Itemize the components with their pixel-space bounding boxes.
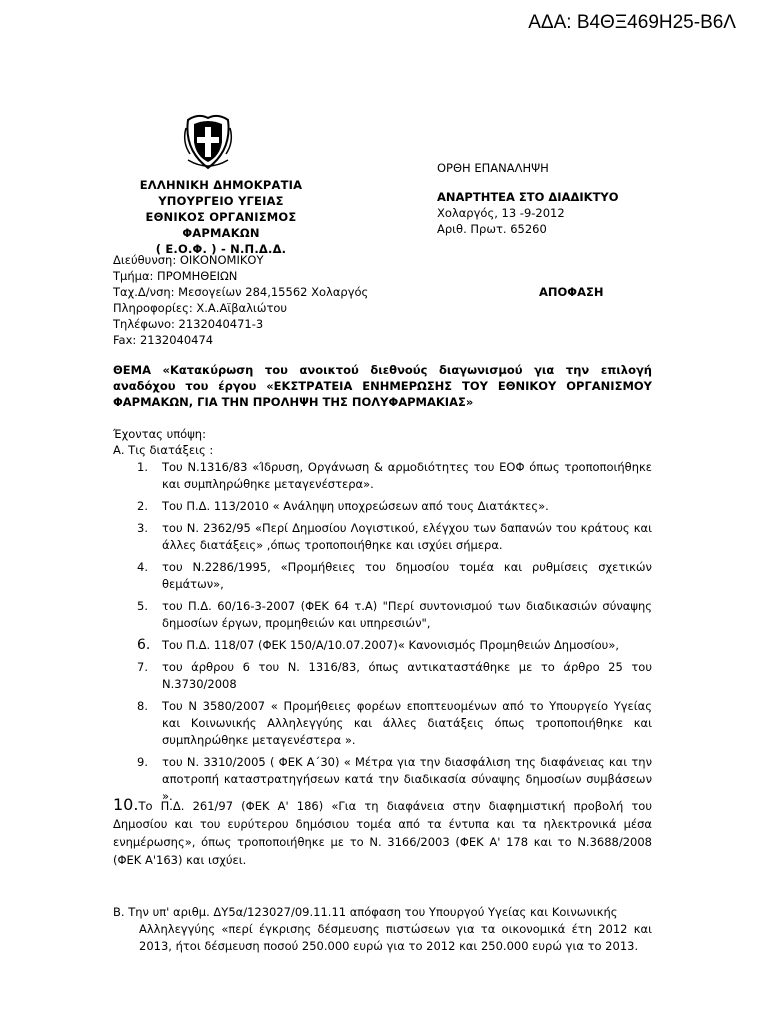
provisions-list: [113, 459, 652, 810]
protocol-number: Αριθ. Πρωτ. 65260: [437, 222, 547, 236]
section-b-rest: Αλληλεγγύης «περί έγκρισης δέσμευσης πιστώσεων για τα οικονομικά έτη 2012 και 2013, ήτοι δέσμευση ποσού 250.000 ευρώ για το 2012 και 250.000 ευρώ για το 2013.: [139, 922, 652, 953]
list-item: [113, 698, 652, 749]
issuer-line: ΥΠΟΥΡΓΕΙΟ ΥΓΕΙΑΣ: [158, 194, 284, 208]
list-item: [113, 598, 652, 632]
subject-paragraph: ΘΕΜΑ «Κατακύρωση του ανοικτού διεθνούς διαγωνισμού για την επιλογή αναδόχου του έργου «ΕΚΣΤΡΑΤΕΙΑ ΕΝΗΜΕΡΩΣΗΣ ΤΟΥ ΕΘΝΙΚΟΥ ΟΡΓΑΝΙΣΜΟΥ ΦΑΡΜΑΚΩΝ, ΓΙΑ ΤΗΝ ΠΡΟΛΗΨΗ ΤΗΣ ΠΟΛΥΦΑΡΜΑΚΙΑΣ»: [113, 363, 652, 409]
contact-line: Ταχ.Δ/νση: Μεσογείων 284,15562 Χολαργός: [113, 285, 369, 299]
item-text: του άρθρου 6 του Ν. 1316/83, όπως αντικαταστάθηκε με το άρθρο 25 του Ν.3730/2008: [162, 660, 652, 691]
considerations-intro: [113, 426, 213, 458]
issuer-line: ΕΛΛΗΝΙΚΗ ΔΗΜΟΚΡΑΤΙΑ: [139, 178, 303, 192]
item-text: του Ν. 2362/95 «Περί Δημοσίου Λογιστικού, ελέγχου των δαπανών του κράτους και άλλες διατάξεις» ,όπως τροποποιήθηκε και ισχύει σήμερα.: [162, 521, 652, 552]
item-text: Του Π.Δ. 113/2010 « Ανάληψη υποχρεώσεων από τους Διατάκτες».: [162, 499, 549, 513]
item-text: του Ν.2286/1995, «Προμήθειες του δημοσίου τομέα και ρυθμίσεις σχετικών θεμάτων»,: [162, 560, 652, 591]
list-item: [113, 498, 652, 515]
issuer-header: [113, 177, 329, 257]
item-text: του Π.Δ. 60/16-3-2007 (ΦΕΚ 64 τ.Α) "Περί συντονισμού των διαδικασιών σύναψης δημοσίων έργων, προμηθειών και υπηρεσιών",: [162, 599, 652, 630]
list-item: [113, 659, 652, 693]
correction-note: ΟΡΘΗ ΕΠΑΝΑΛΗΨΗ: [437, 161, 549, 175]
item-number: 3.: [137, 521, 148, 535]
list-item: [113, 520, 652, 554]
contact-line: Fax: 2132040474: [113, 333, 214, 347]
contact-line: Τηλέφωνο: 2132040471-3: [113, 317, 264, 331]
item-number: 7.: [137, 660, 148, 674]
item-number: 6.: [137, 637, 151, 653]
document-info: [437, 160, 619, 237]
item-number: 4.: [137, 560, 148, 574]
item-number: 8.: [137, 699, 148, 713]
item-number: 10.: [113, 795, 139, 814]
item-number: 5.: [137, 599, 148, 613]
decision-heading: ΑΠΟΦΑΣΗ: [539, 285, 604, 299]
list-item: [113, 559, 652, 593]
item-text: Το Π.Δ. 261/97 (ΦΕΚ Α' 186) «Για τη διαφάνεια στην διαφημιστική προβολή του Δημοσίου και του ευρύτερου δημόσιου τομέα από τα έντυπα και τα ηλεκτρονικά μέσα ενημέρωσης», όπως τροποποιήθηκε με το Ν. 3166/2003 (ΦΕΚ Α' 178 και το Ν.3688/2008 (ΦΕΚ Α'163) και ισχύει.: [113, 799, 652, 867]
item-text: Του Ν.1316/83 «Ίδρυση, Οργάνωση & αρμοδιότητες του ΕΟΦ όπως τροποποιήθηκε και συμπληρώθηκε μεταγενέστερα».: [162, 460, 652, 491]
item-number: 2.: [137, 499, 148, 513]
coat-of-arms-logo: [180, 110, 236, 172]
section-b-paragraph: [113, 904, 652, 955]
issuer-line: ΕΘΝΙΚΟΣ ΟΡΓΑΝΙΣΜΟΣ ΦΑΡΜΑΚΩΝ: [145, 210, 297, 240]
place-date: Χολαργός, 13 -9-2012: [437, 206, 565, 220]
contact-line: Πληροφορίες: Χ.Α.Αϊβαλιώτου: [113, 301, 288, 315]
contact-line: Τμήμα: ΠΡΟΜΗΘΕΙΩΝ: [113, 269, 238, 283]
item-text: του Ν. 3310/2005 ( ΦΕΚ Α΄30) « Μέτρα για την διασφάλιση της διαφάνειας και την αποτροπή καταστρατηγήσεων κατά την διαδικασία σύναψης δημοσίων συμβάσεων ».: [162, 755, 652, 803]
posting-title: ΑΝΑΡΤΗΤΕΑ ΣΤΟ ΔΙΑΔΙΚΤΥΟ: [437, 190, 619, 204]
section-a-label: Α. Τις διατάξεις :: [113, 443, 214, 457]
section-b-lead: Β. Την υπ' αριθμ. ΔΥ5α/123027/09.11.11 απόφαση του Υπουργού Υγείας και Κοινωνικής: [113, 905, 618, 919]
ada-code: ΑΔΑ: Β4ΘΞ469Η25-Β6Λ: [528, 12, 736, 33]
given-label: Έχοντας υπόψη:: [113, 427, 206, 441]
item-number: 9.: [137, 755, 148, 769]
item-text: Του Π.Δ. 118/07 (ΦΕΚ 150/Α/10.07.2007)« Κανονισμός Προμηθειών Δημοσίου»,: [162, 638, 620, 652]
issuer-line: ( Ε.Ο.Φ. ) - Ν.Π.Δ.Δ.: [155, 242, 287, 256]
list-item: [113, 637, 652, 654]
item-text: Του Ν 3580/2007 « Προμήθειες φορέων εποπτευομένων από το Υπουργείο Υγείας και Κοινωνικής Αλληλεγγύης και άλλες διατάξεις όπως τροποποιήθηκε και συμπληρώθηκε μεταγενέστερα ».: [162, 699, 652, 747]
item-10-paragraph: [113, 796, 652, 869]
contact-block: [113, 252, 368, 348]
item-number: 1.: [137, 460, 148, 474]
list-item: [113, 459, 652, 493]
contact-line: Διεύθυνση: ΟΙΚΟΝΟΜΙΚΟΥ: [113, 253, 264, 267]
